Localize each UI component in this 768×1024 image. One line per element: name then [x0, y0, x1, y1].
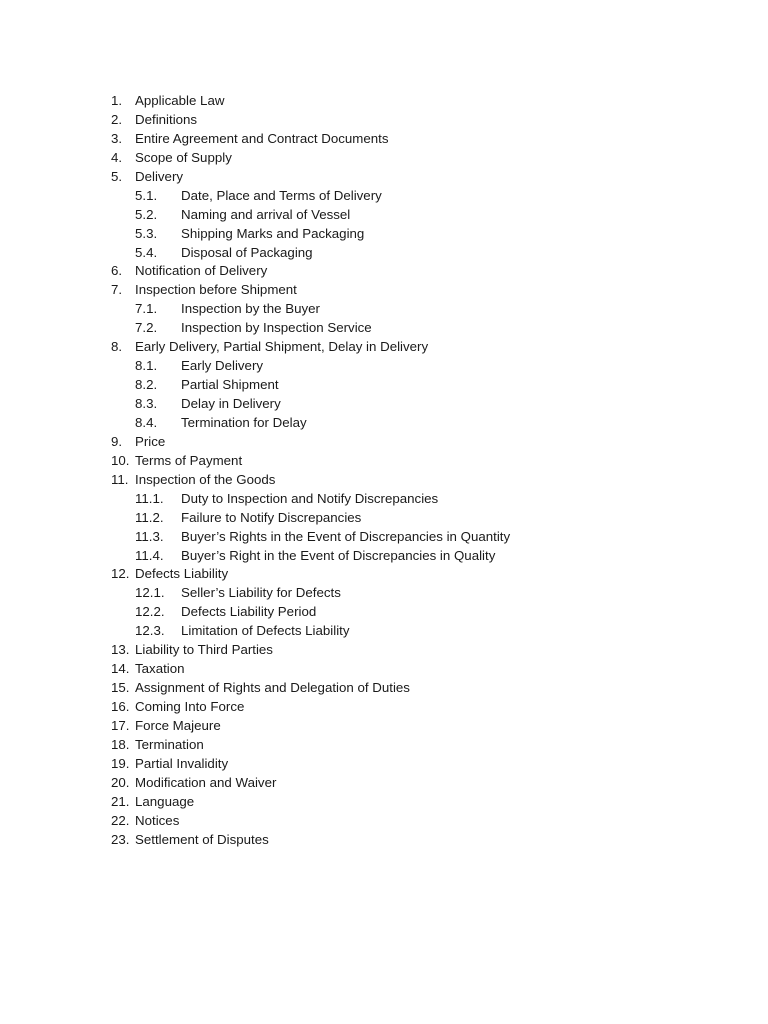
toc-title: Language	[135, 793, 195, 809]
toc-title: Notification of Delivery	[135, 263, 268, 279]
toc-title: Price	[135, 433, 166, 449]
toc-number: 7.	[111, 282, 123, 298]
toc-number: 12.3.	[135, 623, 165, 639]
toc-number: 8.2.	[135, 377, 158, 393]
toc-number: 15.	[111, 680, 130, 696]
toc-number: 17.	[111, 717, 130, 733]
toc-title: Inspection by the Buyer	[181, 301, 320, 317]
toc-number: 12.	[111, 566, 130, 582]
toc-title: Inspection before Shipment	[135, 282, 297, 298]
toc-number: 8.3.	[135, 396, 158, 411]
toc-number: 19.	[111, 755, 130, 771]
toc-title: Buyer’s Right in the Event of Discrepancies in Quality	[181, 547, 496, 563]
toc-title: Defects Liability Period	[181, 604, 317, 620]
toc-title: Shipping Marks and Packaging	[181, 225, 365, 241]
toc-title: Settlement of Disputes	[135, 831, 269, 847]
toc-title: Terms of Payment	[135, 452, 243, 468]
toc-number: 3.	[111, 130, 123, 146]
toc-title: Naming and arrival of Vessel	[181, 206, 351, 222]
toc-title: Notices	[135, 812, 180, 828]
toc-number: 4.	[111, 149, 123, 165]
toc-number: 1.	[111, 93, 123, 108]
toc-title: Early Delivery, Partial Shipment, Delay in Delivery	[135, 339, 429, 355]
toc-title: Taxation	[135, 661, 185, 677]
toc-title: Termination for Delay	[181, 414, 307, 430]
toc-title: Scope of Supply	[135, 149, 232, 165]
toc-number: 22.	[111, 812, 130, 828]
toc-title: Inspection by Inspection Service	[181, 320, 372, 336]
toc-title: Buyer’s Rights in the Event of Discrepancies in Quantity	[181, 528, 511, 544]
toc-number: 7.1.	[135, 301, 158, 317]
toc-number: 23.	[111, 831, 130, 847]
toc-title: Applicable Law	[135, 93, 225, 108]
toc-number: 10.	[111, 452, 130, 468]
toc-number: 14.	[111, 661, 130, 677]
toc-title: Defects Liability	[135, 566, 229, 582]
toc-title: Coming Into Force	[135, 699, 245, 714]
toc-number: 5.3.	[135, 225, 158, 241]
toc-number: 11.2.	[135, 509, 164, 525]
toc-title: Failure to Notify Discrepancies	[181, 509, 362, 525]
toc-number: 6.	[111, 263, 123, 279]
toc-title: Liability to Third Parties	[135, 642, 273, 658]
toc-number: 2.	[111, 111, 123, 127]
toc-number: 8.	[111, 339, 123, 355]
toc-number: 5.1.	[135, 187, 158, 203]
toc-number: 12.2.	[135, 604, 165, 620]
toc-title: Delay in Delivery	[181, 396, 281, 411]
toc-number: 8.1.	[135, 358, 158, 374]
toc-title: Partial Invalidity	[135, 755, 229, 771]
toc-title: Entire Agreement and Contract Documents	[135, 130, 389, 146]
toc-title: Duty to Inspection and Notify Discrepancies	[181, 490, 439, 506]
toc-number: 5.	[111, 168, 123, 184]
toc-title: Delivery	[135, 168, 184, 184]
toc-title: Seller’s Liability for Defects	[181, 585, 341, 601]
toc-number: 5.2.	[135, 206, 158, 222]
toc-title: Termination	[135, 736, 204, 752]
toc-number: 18.	[111, 736, 130, 752]
toc-title: Definitions	[135, 111, 198, 127]
toc-number: 12.1.	[135, 585, 165, 601]
toc-number: 16.	[111, 699, 130, 714]
toc-title: Force Majeure	[135, 717, 221, 733]
toc-title: Assignment of Rights and Delegation of Duties	[135, 680, 410, 696]
toc-title: Inspection of the Goods	[135, 471, 276, 487]
toc-title: Partial Shipment	[181, 377, 279, 393]
toc-number: 11.1.	[135, 490, 164, 506]
toc-number: 5.4.	[135, 244, 158, 260]
toc-number: 11.3.	[135, 528, 164, 544]
toc-number: 7.2.	[135, 320, 158, 336]
toc-number: 8.4.	[135, 414, 158, 430]
toc-number: 21.	[111, 793, 130, 809]
toc-number: 9.	[111, 433, 123, 449]
toc-title: Early Delivery	[181, 358, 264, 374]
toc-number: 20.	[111, 774, 130, 790]
toc-title: Date, Place and Terms of Delivery	[181, 187, 382, 203]
toc-number: 11.4.	[135, 547, 164, 563]
toc-number: 13.	[111, 642, 130, 658]
toc-title: Disposal of Packaging	[181, 244, 313, 260]
toc-number: 11.	[111, 471, 129, 487]
toc-title: Limitation of Defects Liability	[181, 623, 350, 639]
toc-title: Modification and Waiver	[135, 774, 277, 790]
